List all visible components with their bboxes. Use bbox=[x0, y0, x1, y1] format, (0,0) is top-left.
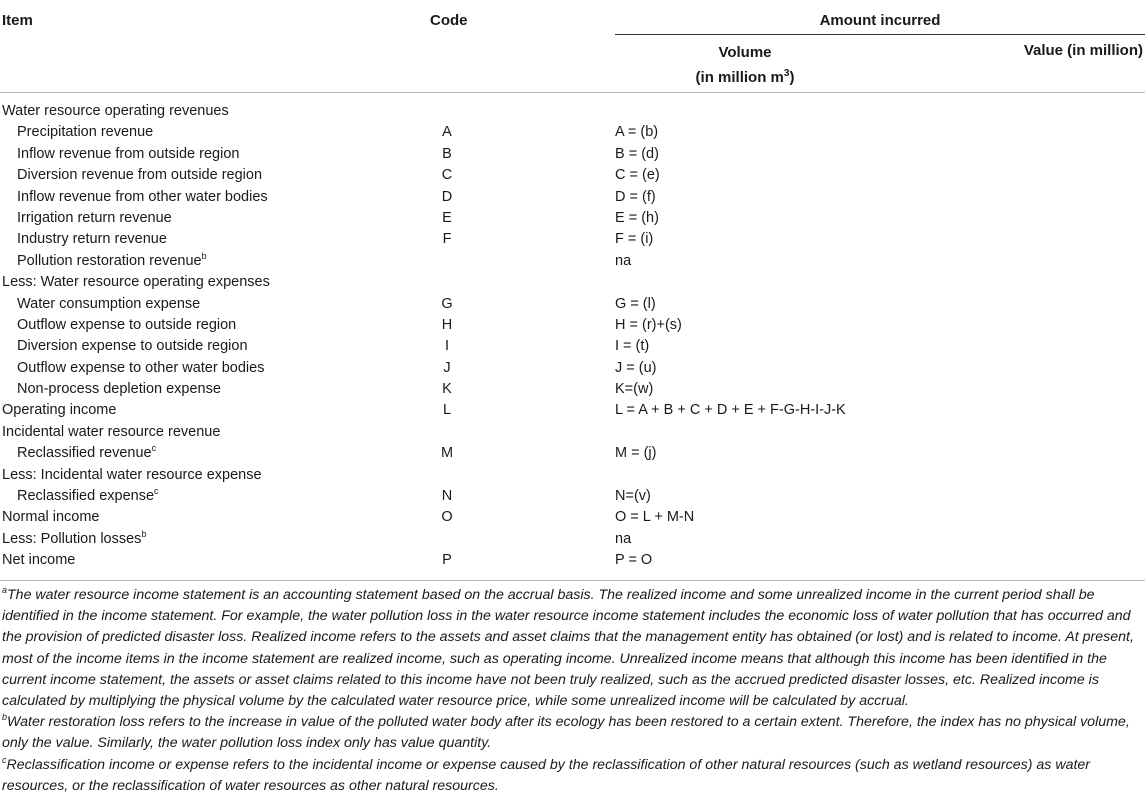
row-item-label bbox=[2, 507, 100, 528]
row-item-text: Non-process depletion expense bbox=[17, 381, 221, 398]
row-item-label bbox=[2, 529, 146, 550]
row-volume: C = (e) bbox=[615, 167, 660, 184]
row-volume: K=(w) bbox=[615, 381, 654, 398]
table-row bbox=[0, 187, 1145, 208]
footnote-text: The water resource income statement is an accounting statement based on the accrual basis. The realized income and some unrealized income in the current period shall be identified in the income statement. For example, the water pollution loss in the water resource income statement includes the economic loss of water pollution that has occurred and the provision of predicted disaster loss. Realized income refers to the assets and asset claims that the management entity has obtained (or lost) and is related to income. At present, most of the income items in the income statement are realized income, such as operating income. Unrealized income means that although this income has been identified in the current income statement, the assets or asset claims related to this income have not been truly realized, such as the accrued predicted disaster losses, etc. Realized income is calculated by multiplying the physical volume by the calculated water resource price, while some unrealized income will be calculated by accrual. bbox=[2, 587, 1134, 710]
row-code: M bbox=[441, 445, 454, 462]
footnote-a bbox=[2, 585, 1142, 712]
table-row bbox=[0, 465, 1145, 486]
header-value: Value (in million) bbox=[1023, 42, 1143, 59]
row-code: I bbox=[444, 338, 450, 355]
row-volume: G = (l) bbox=[615, 295, 656, 312]
row-item-text: Inflow revenue from outside region bbox=[17, 145, 240, 162]
header-amount-rule bbox=[615, 34, 1145, 35]
row-item-label bbox=[17, 486, 159, 507]
header-volume-unit bbox=[615, 63, 875, 88]
footnotes bbox=[2, 585, 1142, 797]
row-code: O bbox=[441, 509, 453, 526]
row-footnote-mark: b bbox=[201, 250, 207, 261]
row-item-text: Reclassified revenue bbox=[17, 445, 152, 462]
table-body bbox=[0, 101, 1145, 572]
row-footnote-mark: c bbox=[151, 443, 157, 454]
table-row bbox=[0, 251, 1145, 272]
row-item-text: Diversion expense to outside region bbox=[17, 338, 248, 355]
row-item-label bbox=[2, 422, 220, 443]
row-item-label bbox=[17, 315, 236, 336]
table-row bbox=[0, 101, 1145, 122]
table-row bbox=[0, 486, 1145, 507]
table-row bbox=[0, 400, 1145, 421]
header-volume-unit-sup: 3 bbox=[783, 68, 790, 79]
row-footnote-mark: c bbox=[154, 486, 159, 497]
row-item-text: Water consumption expense bbox=[17, 295, 201, 312]
row-item-text: Incidental water resource revenue bbox=[2, 423, 221, 440]
footnote-mark: c bbox=[2, 754, 7, 765]
row-code: B bbox=[442, 145, 452, 162]
row-item-label bbox=[17, 443, 156, 464]
table-header bbox=[0, 0, 1145, 92]
footnote-mark: a bbox=[2, 585, 8, 595]
header-volume-title: Volume bbox=[718, 44, 772, 61]
table-row bbox=[0, 336, 1145, 357]
row-volume: H = (r)+(s) bbox=[615, 316, 682, 333]
row-code: N bbox=[441, 488, 453, 505]
row-item-label bbox=[2, 465, 262, 486]
header-item: Item bbox=[2, 12, 33, 29]
row-item-label bbox=[2, 400, 116, 421]
row-code: F bbox=[442, 231, 452, 248]
row-item-label bbox=[2, 550, 75, 571]
row-code: A bbox=[442, 124, 452, 141]
row-item-label bbox=[2, 272, 270, 293]
table-row bbox=[0, 443, 1145, 464]
row-item-label bbox=[17, 251, 207, 272]
row-code: K bbox=[442, 381, 452, 398]
row-item-text: Less: Water resource operating expenses bbox=[2, 274, 270, 291]
table-row bbox=[0, 208, 1145, 229]
row-volume: F = (i) bbox=[615, 231, 654, 248]
row-code: J bbox=[443, 359, 451, 376]
row-item-text: Normal income bbox=[2, 509, 100, 526]
row-item-label bbox=[17, 144, 239, 165]
row-item-label bbox=[17, 358, 264, 379]
row-volume: O = L + M-N bbox=[615, 509, 695, 526]
table-row bbox=[0, 315, 1145, 336]
row-item-text: Operating income bbox=[2, 402, 117, 419]
row-code: L bbox=[442, 402, 452, 419]
row-item-text: Reclassified expense bbox=[17, 488, 155, 505]
table-row bbox=[0, 294, 1145, 315]
footnote-text: Reclassification income or expense refers to the incidental income or expense caused by the reclassification of other natural resources (such as wetland resources) as water resources, or the reclassification of water resources as other natural resources. bbox=[2, 756, 1091, 794]
header-amount-incurred: Amount incurred bbox=[819, 12, 941, 29]
row-volume: P = O bbox=[615, 552, 653, 569]
row-code: H bbox=[441, 316, 453, 333]
table-row bbox=[0, 507, 1145, 528]
table-row bbox=[0, 122, 1145, 143]
table-row bbox=[0, 229, 1145, 250]
row-item-label bbox=[17, 208, 172, 229]
row-item-text: Less: Incidental water resource expense bbox=[2, 466, 262, 483]
row-item-text: Diversion revenue from outside region bbox=[17, 167, 263, 184]
row-item-text: Precipitation revenue bbox=[17, 124, 154, 141]
header-volume-unit-close: ) bbox=[789, 69, 795, 86]
table-row bbox=[0, 144, 1145, 165]
table-row bbox=[0, 529, 1145, 550]
table-row bbox=[0, 379, 1145, 400]
row-item-label bbox=[17, 187, 268, 208]
row-item-text: Net income bbox=[2, 552, 76, 569]
row-volume: na bbox=[615, 530, 632, 547]
row-volume: D = (f) bbox=[615, 188, 656, 205]
row-item-text: Less: Pollution losses bbox=[2, 530, 142, 547]
row-code: D bbox=[441, 188, 453, 205]
row-item-label bbox=[17, 165, 262, 186]
header-code: Code bbox=[430, 12, 468, 29]
header-volume bbox=[615, 42, 875, 88]
table-bottom-rule bbox=[0, 580, 1145, 581]
footnote-b bbox=[2, 712, 1142, 754]
footnote-c bbox=[2, 755, 1142, 797]
row-item-text: Outflow expense to outside region bbox=[17, 316, 237, 333]
row-item-label bbox=[17, 294, 200, 315]
row-code: E bbox=[442, 209, 452, 226]
row-item-label bbox=[2, 101, 229, 122]
row-item-label bbox=[17, 336, 248, 357]
row-item-text: Irrigation return revenue bbox=[17, 209, 172, 226]
table-row bbox=[0, 272, 1145, 293]
row-item-text: Water resource operating revenues bbox=[2, 103, 229, 119]
footnote-text: Water restoration loss refers to the increase in value of the polluted water body after its ecology has been restored to a certain extent. Therefore, the index has no physical volume, only the value. Similarly, the water pollution loss index only has value quantity. bbox=[2, 714, 1130, 752]
row-item-text: Outflow expense to other water bodies bbox=[17, 359, 265, 376]
table-row bbox=[0, 358, 1145, 379]
row-item-label bbox=[17, 379, 221, 400]
row-code: G bbox=[441, 295, 453, 312]
row-volume: B = (d) bbox=[615, 145, 659, 162]
row-item-text: Industry return revenue bbox=[17, 231, 167, 248]
row-volume: A = (b) bbox=[615, 124, 659, 141]
row-volume: L = A + B + C + D + E + F-G-H-I-J-K bbox=[615, 402, 846, 419]
row-volume: I = (t) bbox=[615, 338, 650, 355]
row-volume: J = (u) bbox=[615, 359, 657, 376]
header-volume-unit-text: (in million m bbox=[695, 69, 784, 86]
row-item-label bbox=[17, 122, 153, 143]
row-footnote-mark: b bbox=[141, 528, 147, 539]
row-volume: M = (j) bbox=[615, 445, 657, 462]
table-row bbox=[0, 550, 1145, 571]
row-code: C bbox=[441, 167, 453, 184]
row-volume: na bbox=[615, 252, 632, 269]
footnote-mark: b bbox=[2, 712, 8, 723]
header-divider bbox=[0, 92, 1145, 93]
row-item-text: Pollution restoration revenue bbox=[17, 252, 202, 269]
table-row bbox=[0, 422, 1145, 443]
row-item-text: Inflow revenue from other water bodies bbox=[17, 188, 268, 205]
row-volume: N=(v) bbox=[615, 488, 651, 505]
row-volume: E = (h) bbox=[615, 209, 659, 226]
row-item-label bbox=[17, 229, 167, 250]
row-code: P bbox=[442, 552, 452, 569]
table-row bbox=[0, 165, 1145, 186]
